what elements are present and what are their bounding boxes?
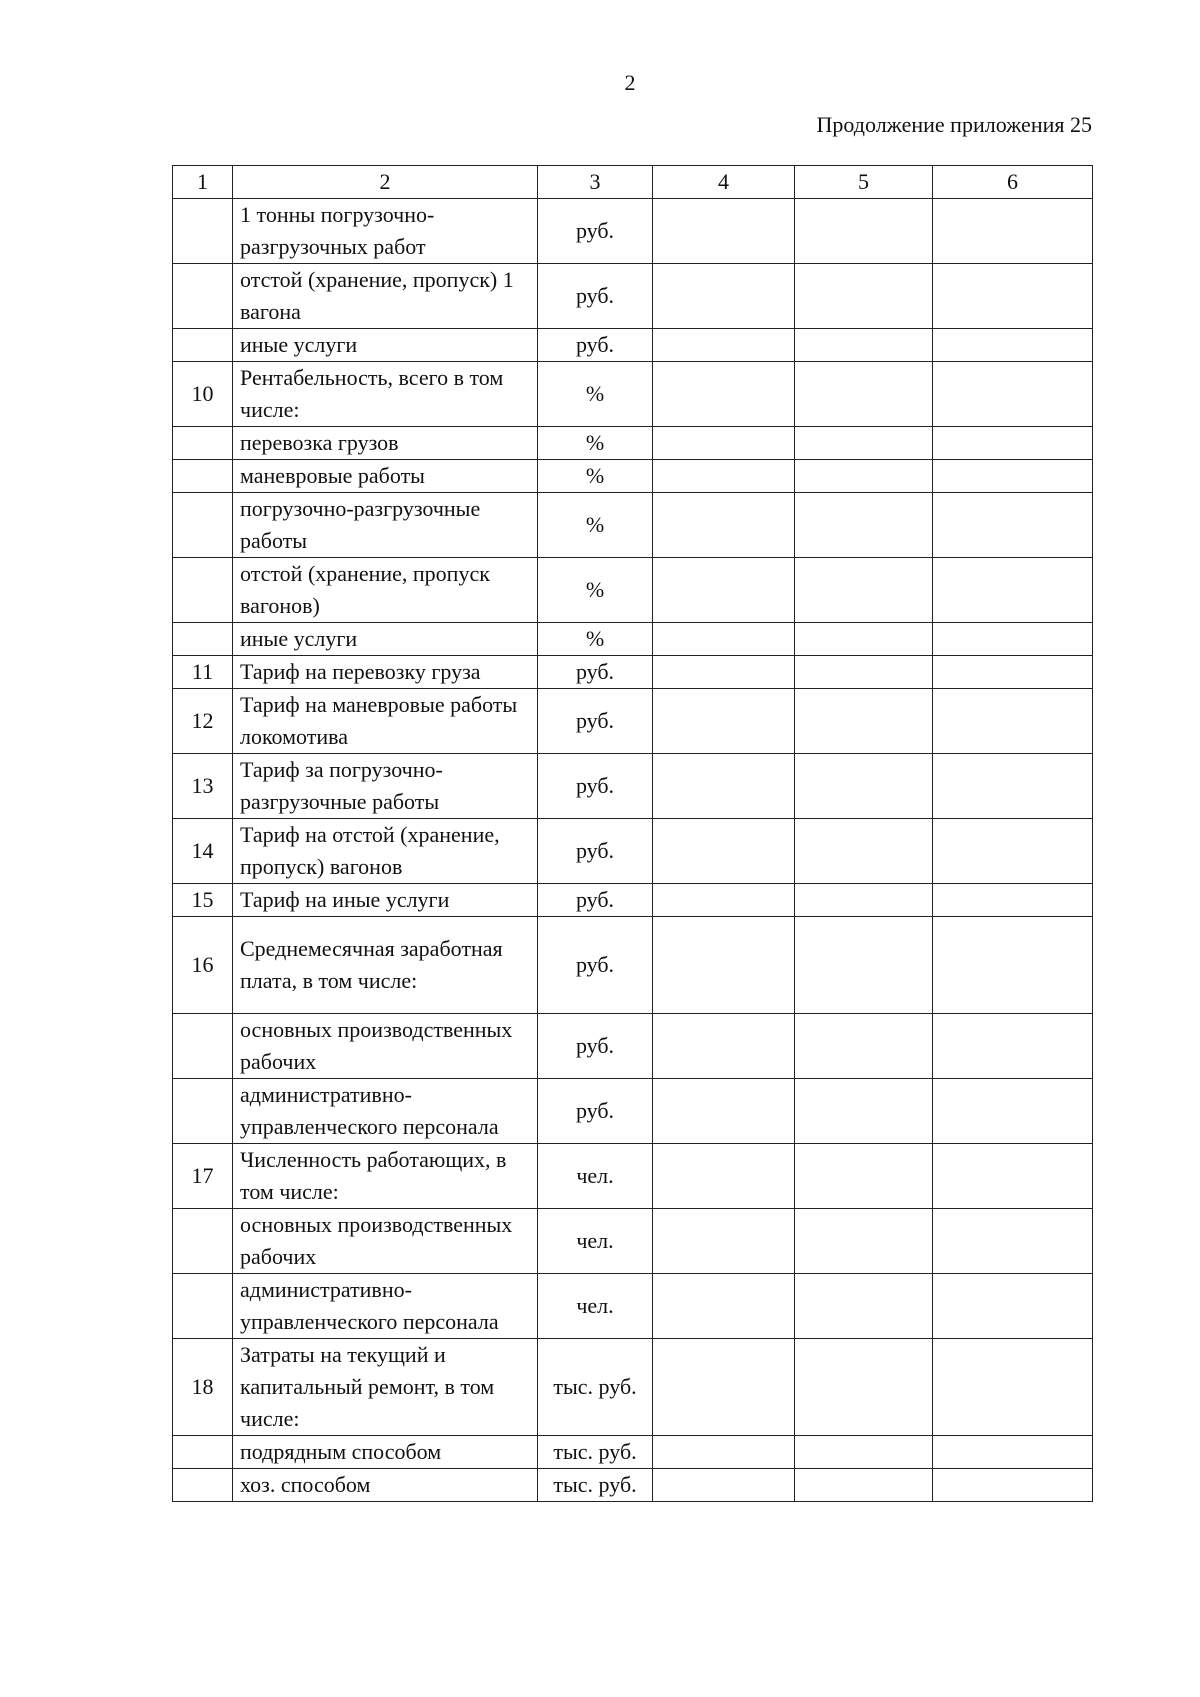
table-row (173, 1209, 1093, 1274)
value-cell-col5 (795, 754, 933, 819)
header-cell-4: 4 (653, 166, 795, 199)
table-row (173, 819, 1093, 884)
unit-cell: % (538, 362, 653, 427)
value-cell-col4 (653, 362, 795, 427)
header-cell-5: 5 (795, 166, 933, 199)
value-cell-col4 (653, 1436, 795, 1469)
indicator-name-cell: основных производственных рабочих (233, 1014, 538, 1079)
header-cell-1: 1 (173, 166, 233, 199)
value-cell-col6 (933, 329, 1093, 362)
value-cell-col5 (795, 264, 933, 329)
table-row (173, 427, 1093, 460)
value-cell-col5 (795, 884, 933, 917)
indicator-name-cell: иные услуги (233, 329, 538, 362)
report-table (172, 165, 1093, 1502)
indicator-name-cell: Тариф на перевозку груза (233, 656, 538, 689)
indicator-name-cell: подрядным способом (233, 1436, 538, 1469)
value-cell-col5 (795, 1014, 933, 1079)
value-cell-col5 (795, 1274, 933, 1339)
value-cell-col5 (795, 1144, 933, 1209)
table-row (173, 1469, 1093, 1502)
row-number-cell (173, 1079, 233, 1144)
value-cell-col6 (933, 754, 1093, 819)
row-number-cell (173, 1469, 233, 1502)
indicator-name-cell: Рентабельность, всего в том числе: (233, 362, 538, 427)
value-cell-col6 (933, 1209, 1093, 1274)
value-cell-col6 (933, 460, 1093, 493)
value-cell-col5 (795, 819, 933, 884)
value-cell-col4 (653, 884, 795, 917)
unit-cell: чел. (538, 1144, 653, 1209)
unit-cell: руб. (538, 754, 653, 819)
unit-cell: % (538, 493, 653, 558)
row-number-cell (173, 1274, 233, 1339)
unit-cell: руб. (538, 689, 653, 754)
row-number-cell: 14 (173, 819, 233, 884)
value-cell-col6 (933, 264, 1093, 329)
value-cell-col4 (653, 1144, 795, 1209)
value-cell-col6 (933, 1079, 1093, 1144)
indicator-name-cell: административно-управленческого персонала (233, 1274, 538, 1339)
unit-cell: тыс. руб. (538, 1339, 653, 1436)
row-number-cell: 13 (173, 754, 233, 819)
table-row (173, 329, 1093, 362)
value-cell-col4 (653, 199, 795, 264)
row-number-cell (173, 1014, 233, 1079)
row-number-cell (173, 329, 233, 362)
value-cell-col5 (795, 689, 933, 754)
unit-cell: % (538, 558, 653, 623)
value-cell-col6 (933, 1274, 1093, 1339)
value-cell-col5 (795, 460, 933, 493)
unit-cell: тыс. руб. (538, 1469, 653, 1502)
value-cell-col5 (795, 362, 933, 427)
value-cell-col4 (653, 1079, 795, 1144)
table-row (173, 1339, 1093, 1436)
table-body (173, 199, 1093, 1502)
row-number-cell: 12 (173, 689, 233, 754)
value-cell-col4 (653, 917, 795, 1014)
unit-cell: руб. (538, 884, 653, 917)
unit-cell: руб. (538, 819, 653, 884)
unit-cell: руб. (538, 264, 653, 329)
unit-cell: тыс. руб. (538, 1436, 653, 1469)
unit-cell: руб. (538, 1079, 653, 1144)
table-row (173, 884, 1093, 917)
unit-cell: чел. (538, 1209, 653, 1274)
indicator-name-cell: Численность работающих, в том числе: (233, 1144, 538, 1209)
value-cell-col5 (795, 917, 933, 1014)
unit-cell: % (538, 460, 653, 493)
value-cell-col4 (653, 264, 795, 329)
value-cell-col6 (933, 558, 1093, 623)
value-cell-col4 (653, 623, 795, 656)
header-cell-3: 3 (538, 166, 653, 199)
table-row (173, 362, 1093, 427)
table-row (173, 1014, 1093, 1079)
table-row (173, 199, 1093, 264)
value-cell-col6 (933, 656, 1093, 689)
value-cell-col6 (933, 623, 1093, 656)
table-row (173, 264, 1093, 329)
table-row (173, 689, 1093, 754)
value-cell-col6 (933, 362, 1093, 427)
table-row (173, 460, 1093, 493)
indicator-name-cell: основных производственных рабочих (233, 1209, 538, 1274)
value-cell-col4 (653, 656, 795, 689)
value-cell-col4 (653, 1014, 795, 1079)
value-cell-col5 (795, 623, 933, 656)
indicator-name-cell: отстой (хранение, пропуск вагонов) (233, 558, 538, 623)
indicator-name-cell: иные услуги (233, 623, 538, 656)
value-cell-col6 (933, 689, 1093, 754)
table-row (173, 1144, 1093, 1209)
table-row (173, 1079, 1093, 1144)
header-cell-6: 6 (933, 166, 1093, 199)
value-cell-col6 (933, 427, 1093, 460)
row-number-cell (173, 427, 233, 460)
table-row (173, 623, 1093, 656)
indicator-name-cell: отстой (хранение, пропуск) 1 вагона (233, 264, 538, 329)
unit-cell: руб. (538, 917, 653, 1014)
unit-cell: % (538, 623, 653, 656)
value-cell-col4 (653, 493, 795, 558)
value-cell-col5 (795, 199, 933, 264)
value-cell-col6 (933, 917, 1093, 1014)
indicator-name-cell: Тариф на иные услуги (233, 884, 538, 917)
value-cell-col5 (795, 1339, 933, 1436)
row-number-cell (173, 1209, 233, 1274)
value-cell-col5 (795, 656, 933, 689)
value-cell-col6 (933, 1436, 1093, 1469)
row-number-cell (173, 493, 233, 558)
row-number-cell: 18 (173, 1339, 233, 1436)
value-cell-col4 (653, 1339, 795, 1436)
unit-cell: руб. (538, 329, 653, 362)
row-number-cell (173, 460, 233, 493)
value-cell-col4 (653, 819, 795, 884)
table-row (173, 493, 1093, 558)
row-number-cell (173, 264, 233, 329)
value-cell-col4 (653, 329, 795, 362)
row-number-cell (173, 199, 233, 264)
value-cell-col5 (795, 558, 933, 623)
value-cell-col4 (653, 427, 795, 460)
value-cell-col4 (653, 689, 795, 754)
indicator-name-cell: погрузочно-разгрузочные работы (233, 493, 538, 558)
table-row (173, 1274, 1093, 1339)
value-cell-col5 (795, 329, 933, 362)
indicator-name-cell: административно-управленческого персонала (233, 1079, 538, 1144)
value-cell-col6 (933, 199, 1093, 264)
indicator-name-cell: Тариф на маневровые работы локомотива (233, 689, 538, 754)
table-header-row (173, 166, 1093, 199)
value-cell-col5 (795, 493, 933, 558)
value-cell-col5 (795, 1436, 933, 1469)
value-cell-col5 (795, 1469, 933, 1502)
row-number-cell (173, 1436, 233, 1469)
value-cell-col4 (653, 1469, 795, 1502)
value-cell-col4 (653, 460, 795, 493)
unit-cell: % (538, 427, 653, 460)
unit-cell: руб. (538, 199, 653, 264)
table-row (173, 558, 1093, 623)
value-cell-col4 (653, 1209, 795, 1274)
page-number: 2 (624, 70, 636, 95)
indicator-name-cell: Тариф за погрузочно-разгрузочные работы (233, 754, 538, 819)
value-cell-col4 (653, 558, 795, 623)
unit-cell: руб. (538, 1014, 653, 1079)
value-cell-col6 (933, 884, 1093, 917)
indicator-name-cell: Затраты на текущий и капитальный ремонт, в том числе: (233, 1339, 538, 1436)
indicator-name-cell: 1 тонны погрузочно-разгрузочных работ (233, 199, 538, 264)
value-cell-col4 (653, 754, 795, 819)
appendix-caption: Продолжение приложения 25 (816, 112, 1092, 137)
table-row (173, 917, 1093, 1014)
row-number-cell (173, 558, 233, 623)
row-number-cell: 15 (173, 884, 233, 917)
value-cell-col6 (933, 1014, 1093, 1079)
unit-cell: чел. (538, 1274, 653, 1339)
indicator-name-cell: маневровые работы (233, 460, 538, 493)
row-number-cell: 11 (173, 656, 233, 689)
value-cell-col5 (795, 1209, 933, 1274)
table-row (173, 754, 1093, 819)
row-number-cell: 10 (173, 362, 233, 427)
indicator-name-cell: Среднемесячная заработная плата, в том числе: (233, 917, 538, 1014)
value-cell-col4 (653, 1274, 795, 1339)
indicator-name-cell: хоз. способом (233, 1469, 538, 1502)
value-cell-col6 (933, 493, 1093, 558)
value-cell-col5 (795, 427, 933, 460)
value-cell-col5 (795, 1079, 933, 1144)
value-cell-col6 (933, 1339, 1093, 1436)
row-number-cell: 16 (173, 917, 233, 1014)
header-cell-2: 2 (233, 166, 538, 199)
value-cell-col6 (933, 819, 1093, 884)
row-number-cell: 17 (173, 1144, 233, 1209)
value-cell-col6 (933, 1144, 1093, 1209)
indicator-name-cell: перевозка грузов (233, 427, 538, 460)
unit-cell: руб. (538, 656, 653, 689)
table-row (173, 656, 1093, 689)
value-cell-col6 (933, 1469, 1093, 1502)
indicator-name-cell: Тариф на отстой (хранение, пропуск) вагонов (233, 819, 538, 884)
table-row (173, 1436, 1093, 1469)
row-number-cell (173, 623, 233, 656)
